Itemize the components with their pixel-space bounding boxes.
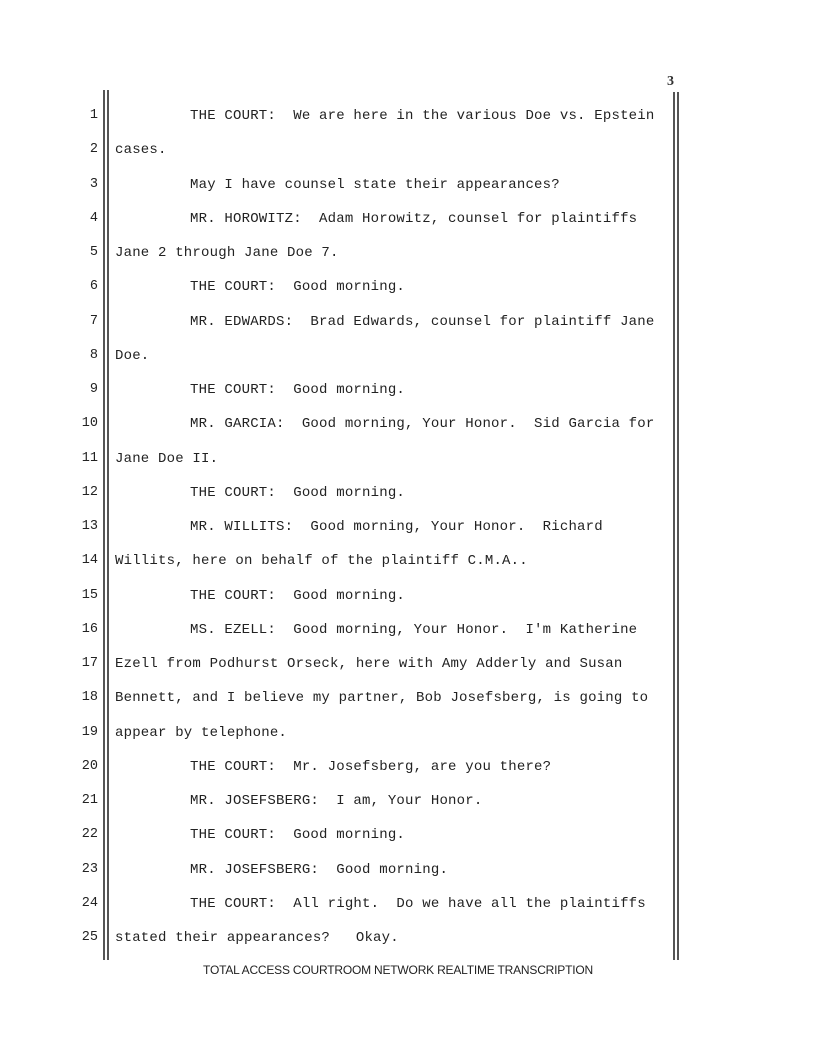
transcript-line (0, 414, 816, 434)
transcript-line (0, 483, 816, 503)
line-text: THE COURT: Good morning. (190, 587, 406, 604)
line-number: 18 (81, 690, 98, 706)
line-number: 5 (89, 245, 98, 260)
line-number: 20 (81, 758, 98, 774)
transcript-line (0, 551, 816, 571)
transcript-footer: TOTAL ACCESS COURTROOM NETWORK REALTIME TRANSCRIPTION (203, 963, 593, 977)
transcript-line (0, 860, 816, 880)
line-number: 22 (81, 827, 98, 843)
line-number: 7 (89, 313, 98, 329)
line-text: THE COURT: Mr. Josefsberg, are you there? (190, 758, 552, 775)
line-text: MR. HOROWITZ: Adam Horowitz, counsel for plaintiffs (190, 210, 638, 227)
line-number: 13 (81, 519, 98, 534)
line-text: MR. JOSEFSBERG: I am, Your Honor. (190, 793, 483, 809)
transcript-line (0, 586, 816, 606)
line-text: MR. GARCIA: Good morning, Your Honor. Sid Garcia for (190, 416, 655, 433)
transcript-line (0, 312, 816, 332)
transcript-line (0, 380, 816, 400)
line-text: cases. (115, 142, 167, 159)
line-text: stated their appearances? Okay. (115, 930, 399, 946)
line-text: Willits, here on behalf of the plaintiff C.M.A.. (115, 553, 528, 570)
line-text: May I have counsel state their appearances? (190, 176, 560, 193)
transcript-line (0, 140, 816, 160)
transcript-line (0, 106, 816, 126)
line-number: 16 (81, 621, 98, 637)
line-text: THE COURT: Good morning. (190, 382, 406, 398)
line-text: MS. EZELL: Good morning, Your Honor. I'm Katherine (190, 621, 638, 638)
line-number: 19 (81, 724, 98, 740)
transcript-line (0, 825, 816, 845)
transcript-line (0, 791, 816, 811)
line-text: MR. WILLITS: Good morning, Your Honor. Richard (190, 519, 603, 535)
line-number: 17 (81, 656, 98, 671)
line-text: MR. JOSEFSBERG: Good morning. (190, 861, 449, 878)
page-number: 3 (667, 74, 674, 89)
transcript-line (0, 688, 816, 708)
transcript-line (0, 654, 816, 674)
line-number: 23 (81, 861, 98, 877)
line-text: Bennett, and I believe my partner, Bob Josefsberg, is going to (115, 690, 649, 707)
line-text: THE COURT: We are here in the various Doe vs. Epstein (190, 108, 655, 124)
line-number: 14 (81, 553, 98, 569)
line-number: 8 (89, 347, 98, 363)
line-number: 6 (89, 279, 98, 295)
line-text: Ezell from Podhurst Orseck, here with Amy Adderly and Susan (115, 656, 623, 672)
line-number: 24 (81, 895, 98, 911)
transcript-line (0, 757, 816, 777)
line-number: 4 (89, 210, 98, 226)
line-number: 25 (81, 930, 98, 945)
line-number: 9 (89, 382, 98, 397)
line-number: 21 (81, 793, 98, 808)
line-number: 12 (81, 484, 98, 500)
line-text: MR. EDWARDS: Brad Edwards, counsel for plaintiff Jane (190, 313, 655, 330)
transcript-line (0, 894, 816, 914)
line-number: 11 (81, 450, 98, 466)
line-text: Jane Doe II. (115, 450, 219, 467)
line-number: 2 (89, 142, 98, 158)
line-text: THE COURT: Good morning. (190, 279, 406, 296)
transcript-line (0, 243, 816, 263)
line-text: THE COURT: All right. Do we have all the plaintiffs (190, 895, 646, 912)
transcript-line (0, 517, 816, 537)
line-text: THE COURT: Good morning. (190, 827, 406, 844)
transcript-line (0, 346, 816, 366)
line-number: 1 (89, 108, 98, 123)
transcript-line (0, 620, 816, 640)
line-text: appear by telephone. (115, 724, 288, 741)
line-text: THE COURT: Good morning. (190, 484, 406, 501)
transcript-line (0, 449, 816, 469)
line-number: 10 (81, 416, 98, 432)
line-number: 3 (89, 176, 98, 192)
transcript-line (0, 209, 816, 229)
transcript-line (0, 928, 816, 948)
transcript-line (0, 175, 816, 195)
line-text: Doe. (115, 347, 150, 364)
transcript-line (0, 277, 816, 297)
line-text: Jane 2 through Jane Doe 7. (115, 245, 339, 261)
line-number: 15 (81, 587, 98, 603)
transcript-line (0, 723, 816, 743)
